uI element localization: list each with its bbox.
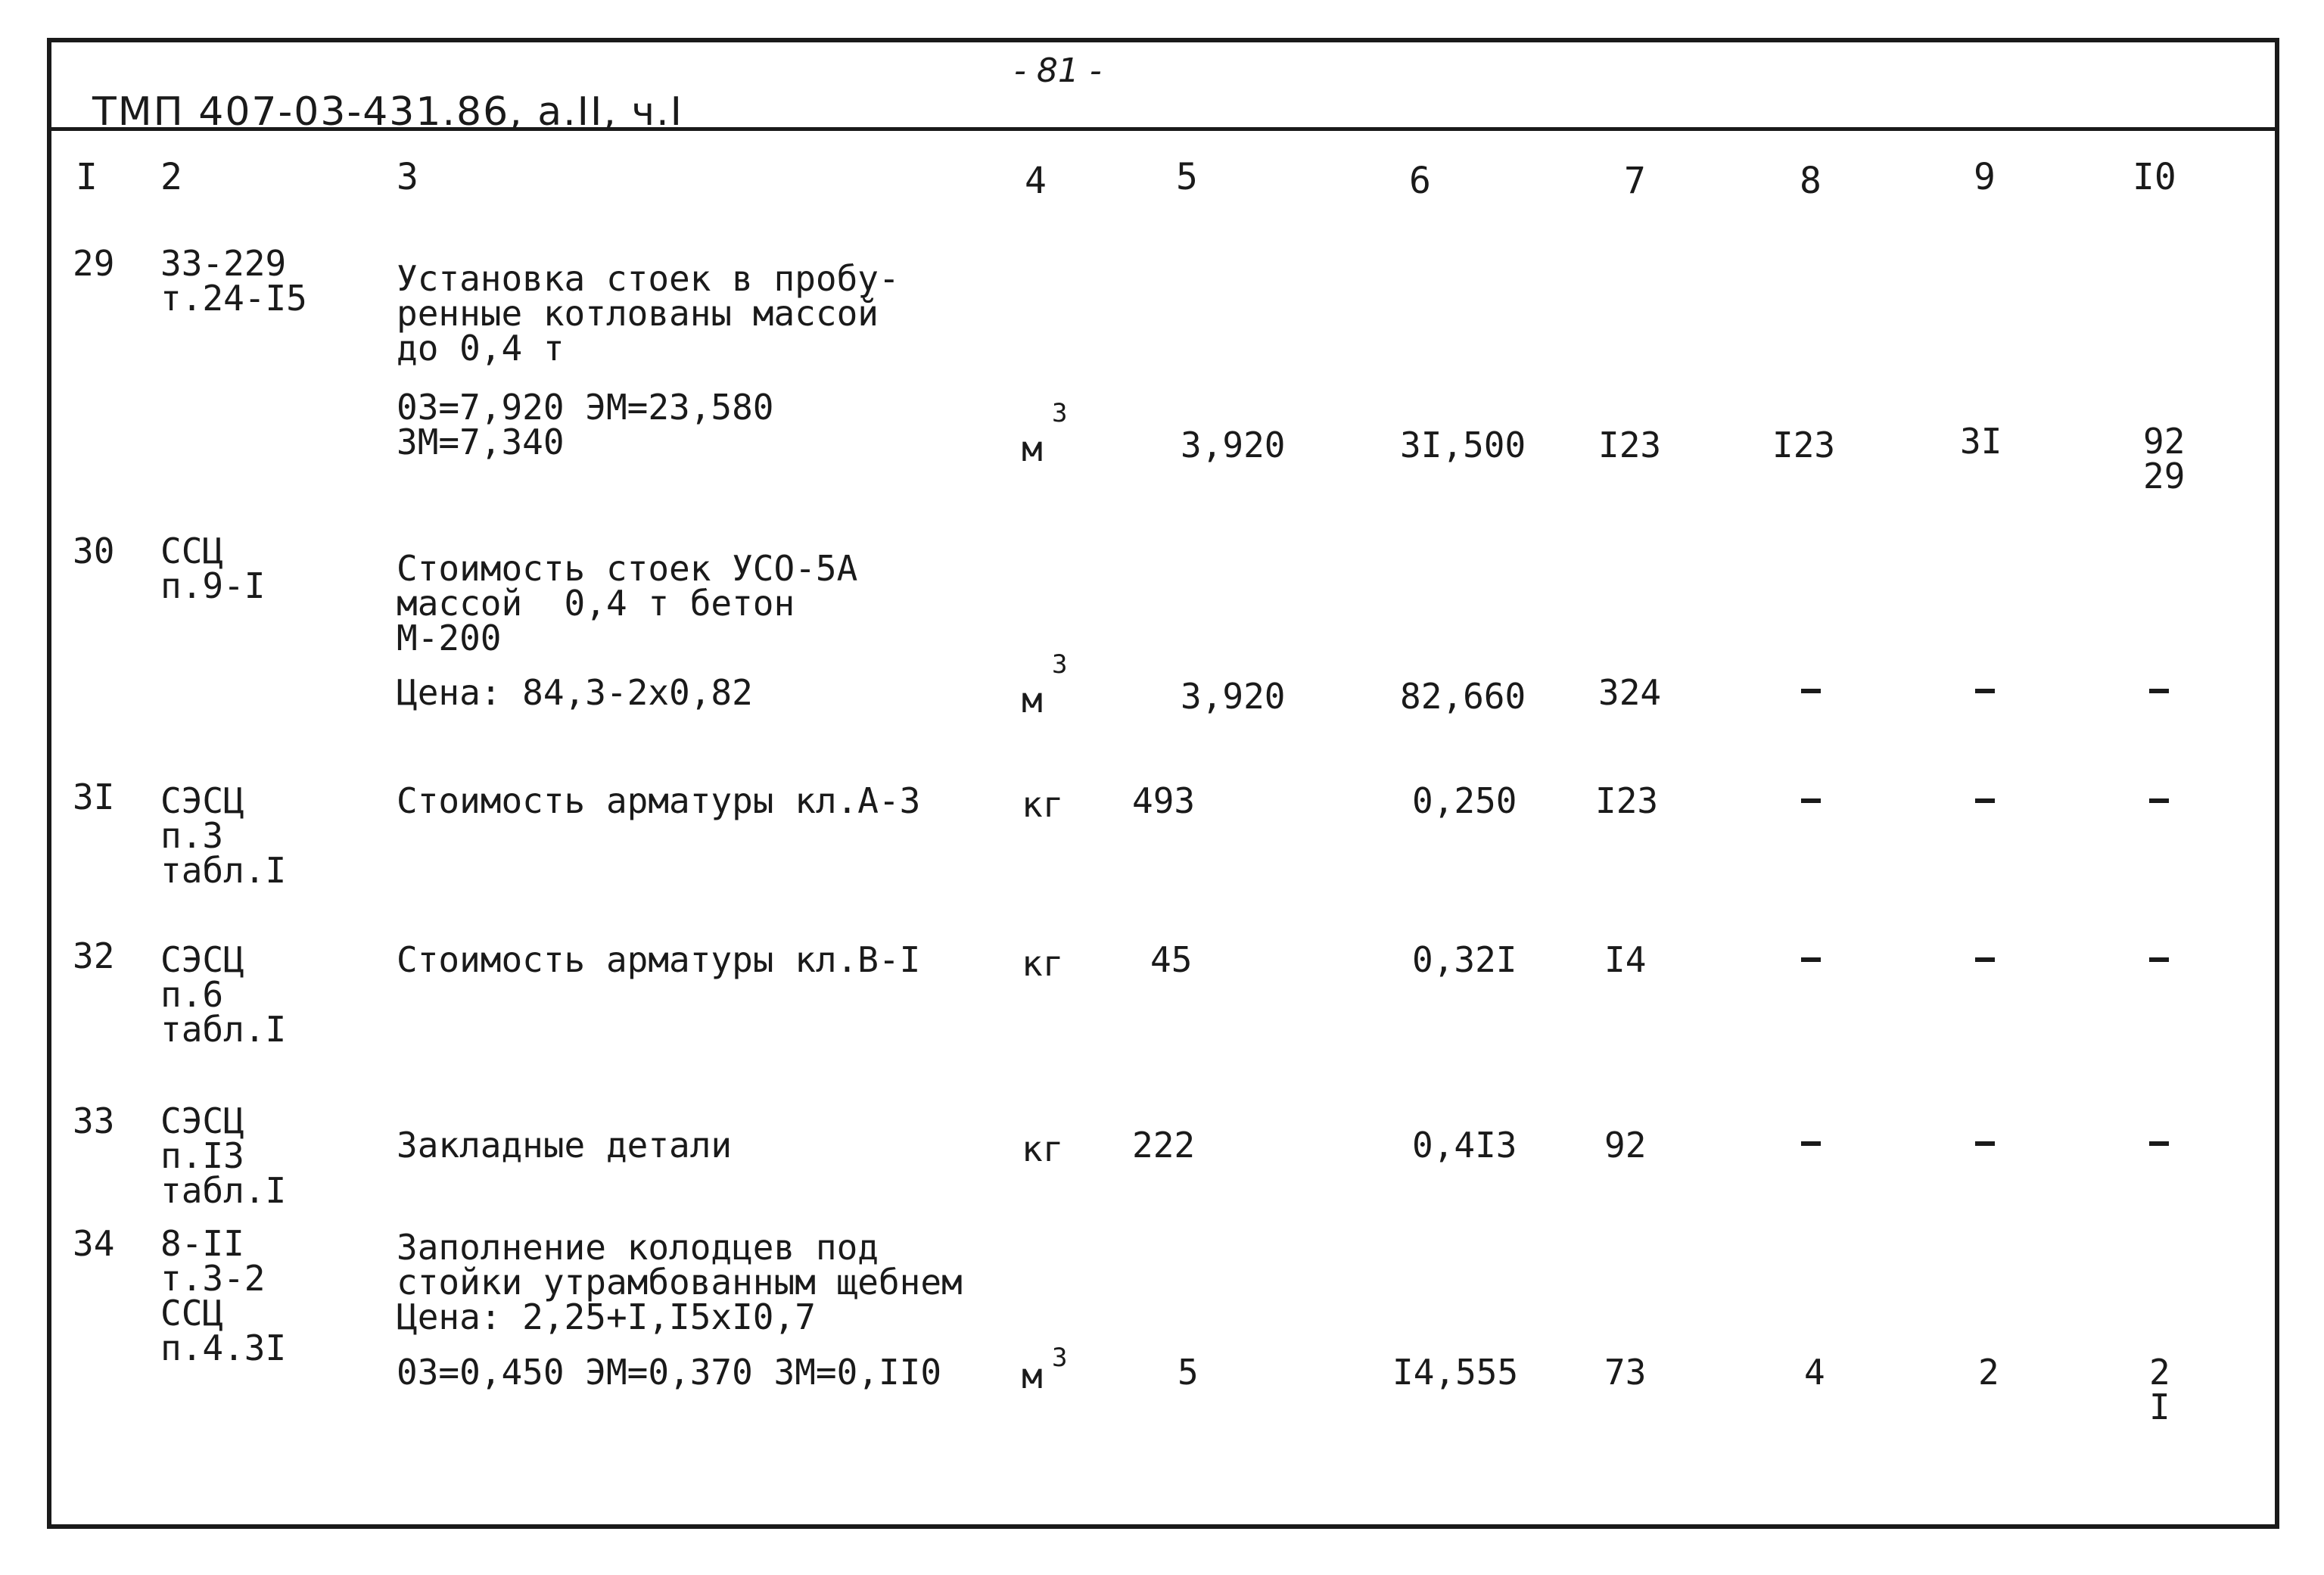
norm-code: ССЦ п.9-I: [160, 531, 266, 606]
unit: м: [1022, 680, 1043, 721]
unit-price: I4,555: [1392, 1352, 1519, 1393]
empty-value-dash: [2149, 798, 2169, 803]
row-number: 29: [73, 243, 115, 284]
empty-value-dash: [1975, 798, 1995, 803]
column-header-9: 9: [1974, 156, 1996, 198]
work-description: Стоимость арматуры кл.В-I: [397, 939, 921, 980]
work-description: Установка стоек в пробу- ренные котлованы массой до 0,4 т: [397, 258, 900, 369]
column-header-3: 3: [397, 156, 418, 198]
work-description: Стоимость стоек УСО-5А массой 0,4 т бетон М-200: [397, 548, 858, 658]
unit-exponent: 3: [1052, 1343, 1068, 1373]
column-header-8: 8: [1800, 160, 1822, 202]
empty-value-dash: [1975, 1141, 1995, 1146]
row-number: 32: [73, 935, 115, 976]
column-8-value: 4: [1804, 1352, 1825, 1393]
total-cost: 73: [1604, 1352, 1647, 1393]
empty-value-dash: [2149, 1141, 2169, 1146]
quantity: 45: [1150, 939, 1193, 980]
quantity: 3,920: [1181, 676, 1286, 717]
work-description: Заполнение колодцев под стойки утрамбованным щебнем Цена: 2,25+I,I5xI0,7: [397, 1227, 963, 1337]
column-header-7: 7: [1624, 160, 1646, 202]
column-10-value: 92 29: [2143, 421, 2186, 496]
unit-price: 0,32I: [1412, 939, 1517, 980]
empty-value-dash: [1975, 957, 1995, 962]
unit-exponent: 3: [1052, 649, 1068, 680]
cost-breakdown: Цена: 84,3-2x0,82: [397, 672, 753, 713]
norm-code: СЭСЦ п.6 табл.I: [160, 939, 287, 1050]
unit: кг: [1022, 1128, 1064, 1169]
column-header-10: I0: [2133, 156, 2176, 198]
unit: м: [1022, 1356, 1043, 1396]
column-header-6: 6: [1409, 160, 1431, 202]
column-10-value: 2 I: [2149, 1352, 2170, 1427]
unit-price: 3I,500: [1400, 425, 1526, 465]
total-cost: 324: [1598, 672, 1662, 713]
page-number: - 81 -: [1014, 51, 1102, 90]
empty-value-dash: [2149, 689, 2169, 693]
unit-price: 82,660: [1400, 676, 1526, 717]
empty-value-dash: [1801, 798, 1821, 803]
work-description: Закладные детали: [397, 1125, 733, 1166]
quantity: 493: [1132, 780, 1196, 821]
empty-value-dash: [1801, 1141, 1821, 1146]
quantity: 3,920: [1181, 425, 1286, 465]
norm-code: 8-II т.3-2 ССЦ п.4.3I: [160, 1223, 287, 1368]
column-8-value: I23: [1772, 425, 1836, 465]
total-cost: I4: [1604, 939, 1647, 980]
unit-exponent: 3: [1052, 398, 1068, 428]
norm-code: СЭСЦ п.3 табл.I: [160, 780, 287, 891]
column-header-2: 2: [160, 156, 182, 198]
row-number: 34: [73, 1223, 115, 1264]
unit-price: 0,250: [1412, 780, 1517, 821]
row-number: 30: [73, 531, 115, 571]
cost-breakdown: 03=0,450 ЭМ=0,370 ЗМ=0,II0: [397, 1352, 942, 1393]
document-code: ТМП 407-03-431.86, а.II, ч.I: [92, 89, 683, 135]
row-number: 33: [73, 1100, 115, 1141]
norm-code: 33-229 т.24-I5: [160, 243, 307, 319]
total-cost: 92: [1604, 1125, 1647, 1166]
empty-value-dash: [1801, 957, 1821, 962]
column-header-4: 4: [1025, 160, 1047, 202]
quantity: 5: [1178, 1352, 1199, 1393]
norm-code: СЭСЦ п.I3 табл.I: [160, 1100, 287, 1211]
unit: м: [1022, 428, 1043, 469]
unit: кг: [1022, 943, 1064, 984]
cost-breakdown: 03=7,920 ЭМ=23,580 ЗМ=7,340: [397, 387, 774, 462]
column-9-value: 3I: [1960, 421, 2002, 462]
column-9-value: 2: [1978, 1352, 1999, 1393]
column-header-1: I: [76, 156, 98, 198]
empty-value-dash: [1801, 689, 1821, 693]
quantity: 222: [1132, 1125, 1196, 1166]
row-number: 3I: [73, 777, 115, 817]
column-header-5: 5: [1176, 156, 1198, 198]
empty-value-dash: [1975, 689, 1995, 693]
empty-value-dash: [2149, 957, 2169, 962]
total-cost: I23: [1595, 780, 1659, 821]
total-cost: I23: [1598, 425, 1662, 465]
unit-price: 0,4I3: [1412, 1125, 1517, 1166]
unit: кг: [1022, 784, 1064, 825]
work-description: Стоимость арматуры кл.А-3: [397, 780, 921, 821]
